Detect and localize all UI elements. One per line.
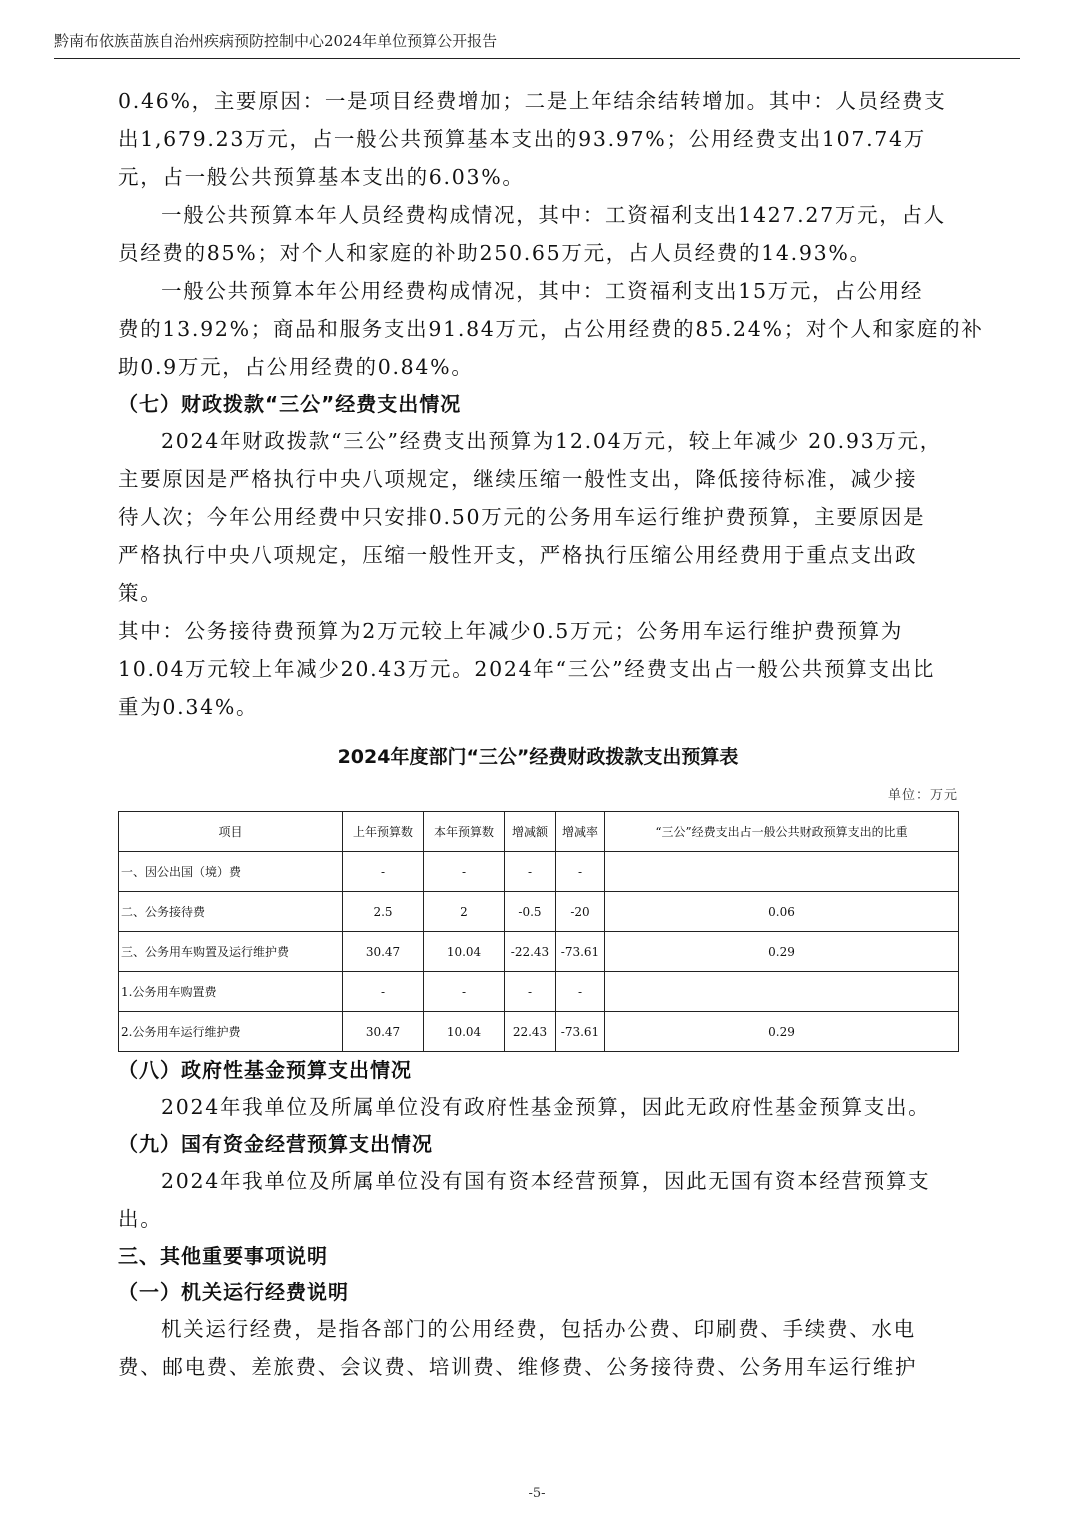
document-body [118, 82, 984, 1386]
table-row [119, 972, 959, 1012]
value-cell: 0.29 [605, 932, 959, 972]
public-expense-line: 费的13.92%；商品和服务支出91.84万元，占公用经费的85.24%；对个人和家庭的补 [118, 317, 984, 341]
header-cell: 项目 [119, 812, 343, 852]
value-cell: 0.06 [605, 892, 959, 932]
table-row [119, 932, 959, 972]
value-cell [605, 972, 959, 1012]
item-cell: 二、公务接待费 [119, 892, 343, 932]
value-cell: -20 [556, 892, 605, 932]
value-cell: 2.5 [343, 892, 424, 932]
section-7-line: 其中：公务接待费预算为2万元较上年减少0.5万元；公务用车运行维护费预算为 [118, 619, 904, 643]
value-cell: 30.47 [343, 1012, 424, 1052]
header-cell: 增减率 [556, 812, 605, 852]
intro-line: 出1,679.23万元，占一般公共预算基本支出的93.97%；公用经费支出107.74万 [118, 127, 926, 151]
value-cell: - [556, 852, 605, 892]
part-3-heading: 三、其他重要事项说明 [118, 1244, 328, 1268]
value-cell [605, 852, 959, 892]
three-public-budget-table [118, 811, 959, 1052]
value-cell: - [424, 852, 505, 892]
value-cell: - [505, 852, 556, 892]
section-7-line: 严格执行中央八项规定，压缩一般性开支，严格执行压缩公用经费用于重点支出政 [118, 543, 918, 567]
section-9-line: 2024年我单位及所属单位没有国有资本经营预算，因此无国有资本经营预算支 [161, 1169, 931, 1193]
public-expense-line: 一般公共预算本年公用经费构成情况，其中：工资福利支出15万元，占公用经 [161, 279, 924, 303]
value-cell: 0.29 [605, 1012, 959, 1052]
value-cell: -73.61 [556, 1012, 605, 1052]
table-row [119, 852, 959, 892]
page-number: -5- [528, 1486, 546, 1501]
intro-line: 元，占一般公共预算基本支出的6.03%。 [118, 165, 525, 189]
header-rule [54, 58, 1020, 59]
value-cell: - [556, 972, 605, 1012]
header-cell: 上年预算数 [343, 812, 424, 852]
section-7-line: 2024年财政拨款“三公”经费支出预算为12.04万元，较上年减少 20.93万元， [161, 429, 942, 453]
section-7-line: 主要原因是严格执行中央八项规定，继续压缩一般性支出，降低接待标准，减少接 [118, 467, 918, 491]
item-cell: 2.公务用车运行维护费 [119, 1012, 343, 1052]
section-8-line: 2024年我单位及所属单位没有政府性基金预算，因此无政府性基金预算支出。 [161, 1095, 931, 1119]
personnel-line: 员经费的85%；对个人和家庭的补助250.65万元，占人员经费的14.93%。 [118, 241, 872, 265]
value-cell: 30.47 [343, 932, 424, 972]
value-cell: 10.04 [424, 1012, 505, 1052]
value-cell: - [343, 852, 424, 892]
value-cell: -22.43 [505, 932, 556, 972]
section-9-heading: （九）国有资金经营预算支出情况 [118, 1132, 433, 1156]
item-cell: 三、公务用车购置及运行维护费 [119, 932, 343, 972]
table-unit: 单位：万元 [887, 788, 958, 803]
section-9-line: 出。 [118, 1207, 163, 1231]
value-cell: -73.61 [556, 932, 605, 972]
table-title: 2024年度部门“三公”经费财政拨款支出预算表 [337, 746, 739, 768]
section-3-1-heading: （一）机关运行经费说明 [118, 1280, 349, 1304]
value-cell: 2 [424, 892, 505, 932]
table-row [119, 892, 959, 932]
page-header: 黔南布依族苗族自治州疾病预防控制中心2024年单位预算公开报告 [54, 32, 498, 50]
section-7-line: 待人次；今年公用经费中只安排0.50万元的公务用车运行维护费预算，主要原因是 [118, 505, 926, 529]
section-7-line: 重为0.34%。 [118, 695, 259, 719]
section-3-1-line: 费、邮电费、差旅费、会议费、培训费、维修费、公务接待费、公务用车运行维护 [118, 1355, 918, 1379]
personnel-line: 一般公共预算本年人员经费构成情况，其中：工资福利支出1427.27万元，占人 [161, 203, 946, 227]
section-3-1-line: 机关运行经费，是指各部门的公用经费，包括办公费、印刷费、手续费、水电 [161, 1317, 916, 1341]
item-cell: 一、因公出国（境）费 [119, 852, 343, 892]
section-7-line: 策。 [118, 581, 163, 605]
section-8-heading: （八）政府性基金预算支出情况 [118, 1058, 412, 1082]
value-cell: - [343, 972, 424, 1012]
value-cell: - [505, 972, 556, 1012]
section-7-line: 10.04万元较上年减少20.43万元。2024年“三公”经费支出占一般公共预算支出比 [118, 657, 936, 681]
header-cell: 本年预算数 [424, 812, 505, 852]
table-row [119, 1012, 959, 1052]
header-cell: “三公”经费支出占一般公共财政预算支出的比重 [605, 812, 959, 852]
value-cell: - [424, 972, 505, 1012]
header-cell: 增减额 [505, 812, 556, 852]
intro-line: 0.46%，主要原因：一是项目经费增加；二是上年结余结转增加。其中：人员经费支 [118, 89, 947, 113]
value-cell: 22.43 [505, 1012, 556, 1052]
value-cell: -0.5 [505, 892, 556, 932]
item-cell: 1.公务用车购置费 [119, 972, 343, 1012]
value-cell: 10.04 [424, 932, 505, 972]
table-header-row [119, 812, 959, 852]
public-expense-line: 助0.9万元，占公用经费的0.84%。 [118, 355, 474, 379]
section-7-heading: （七）财政拨款“三公”经费支出情况 [118, 392, 462, 416]
